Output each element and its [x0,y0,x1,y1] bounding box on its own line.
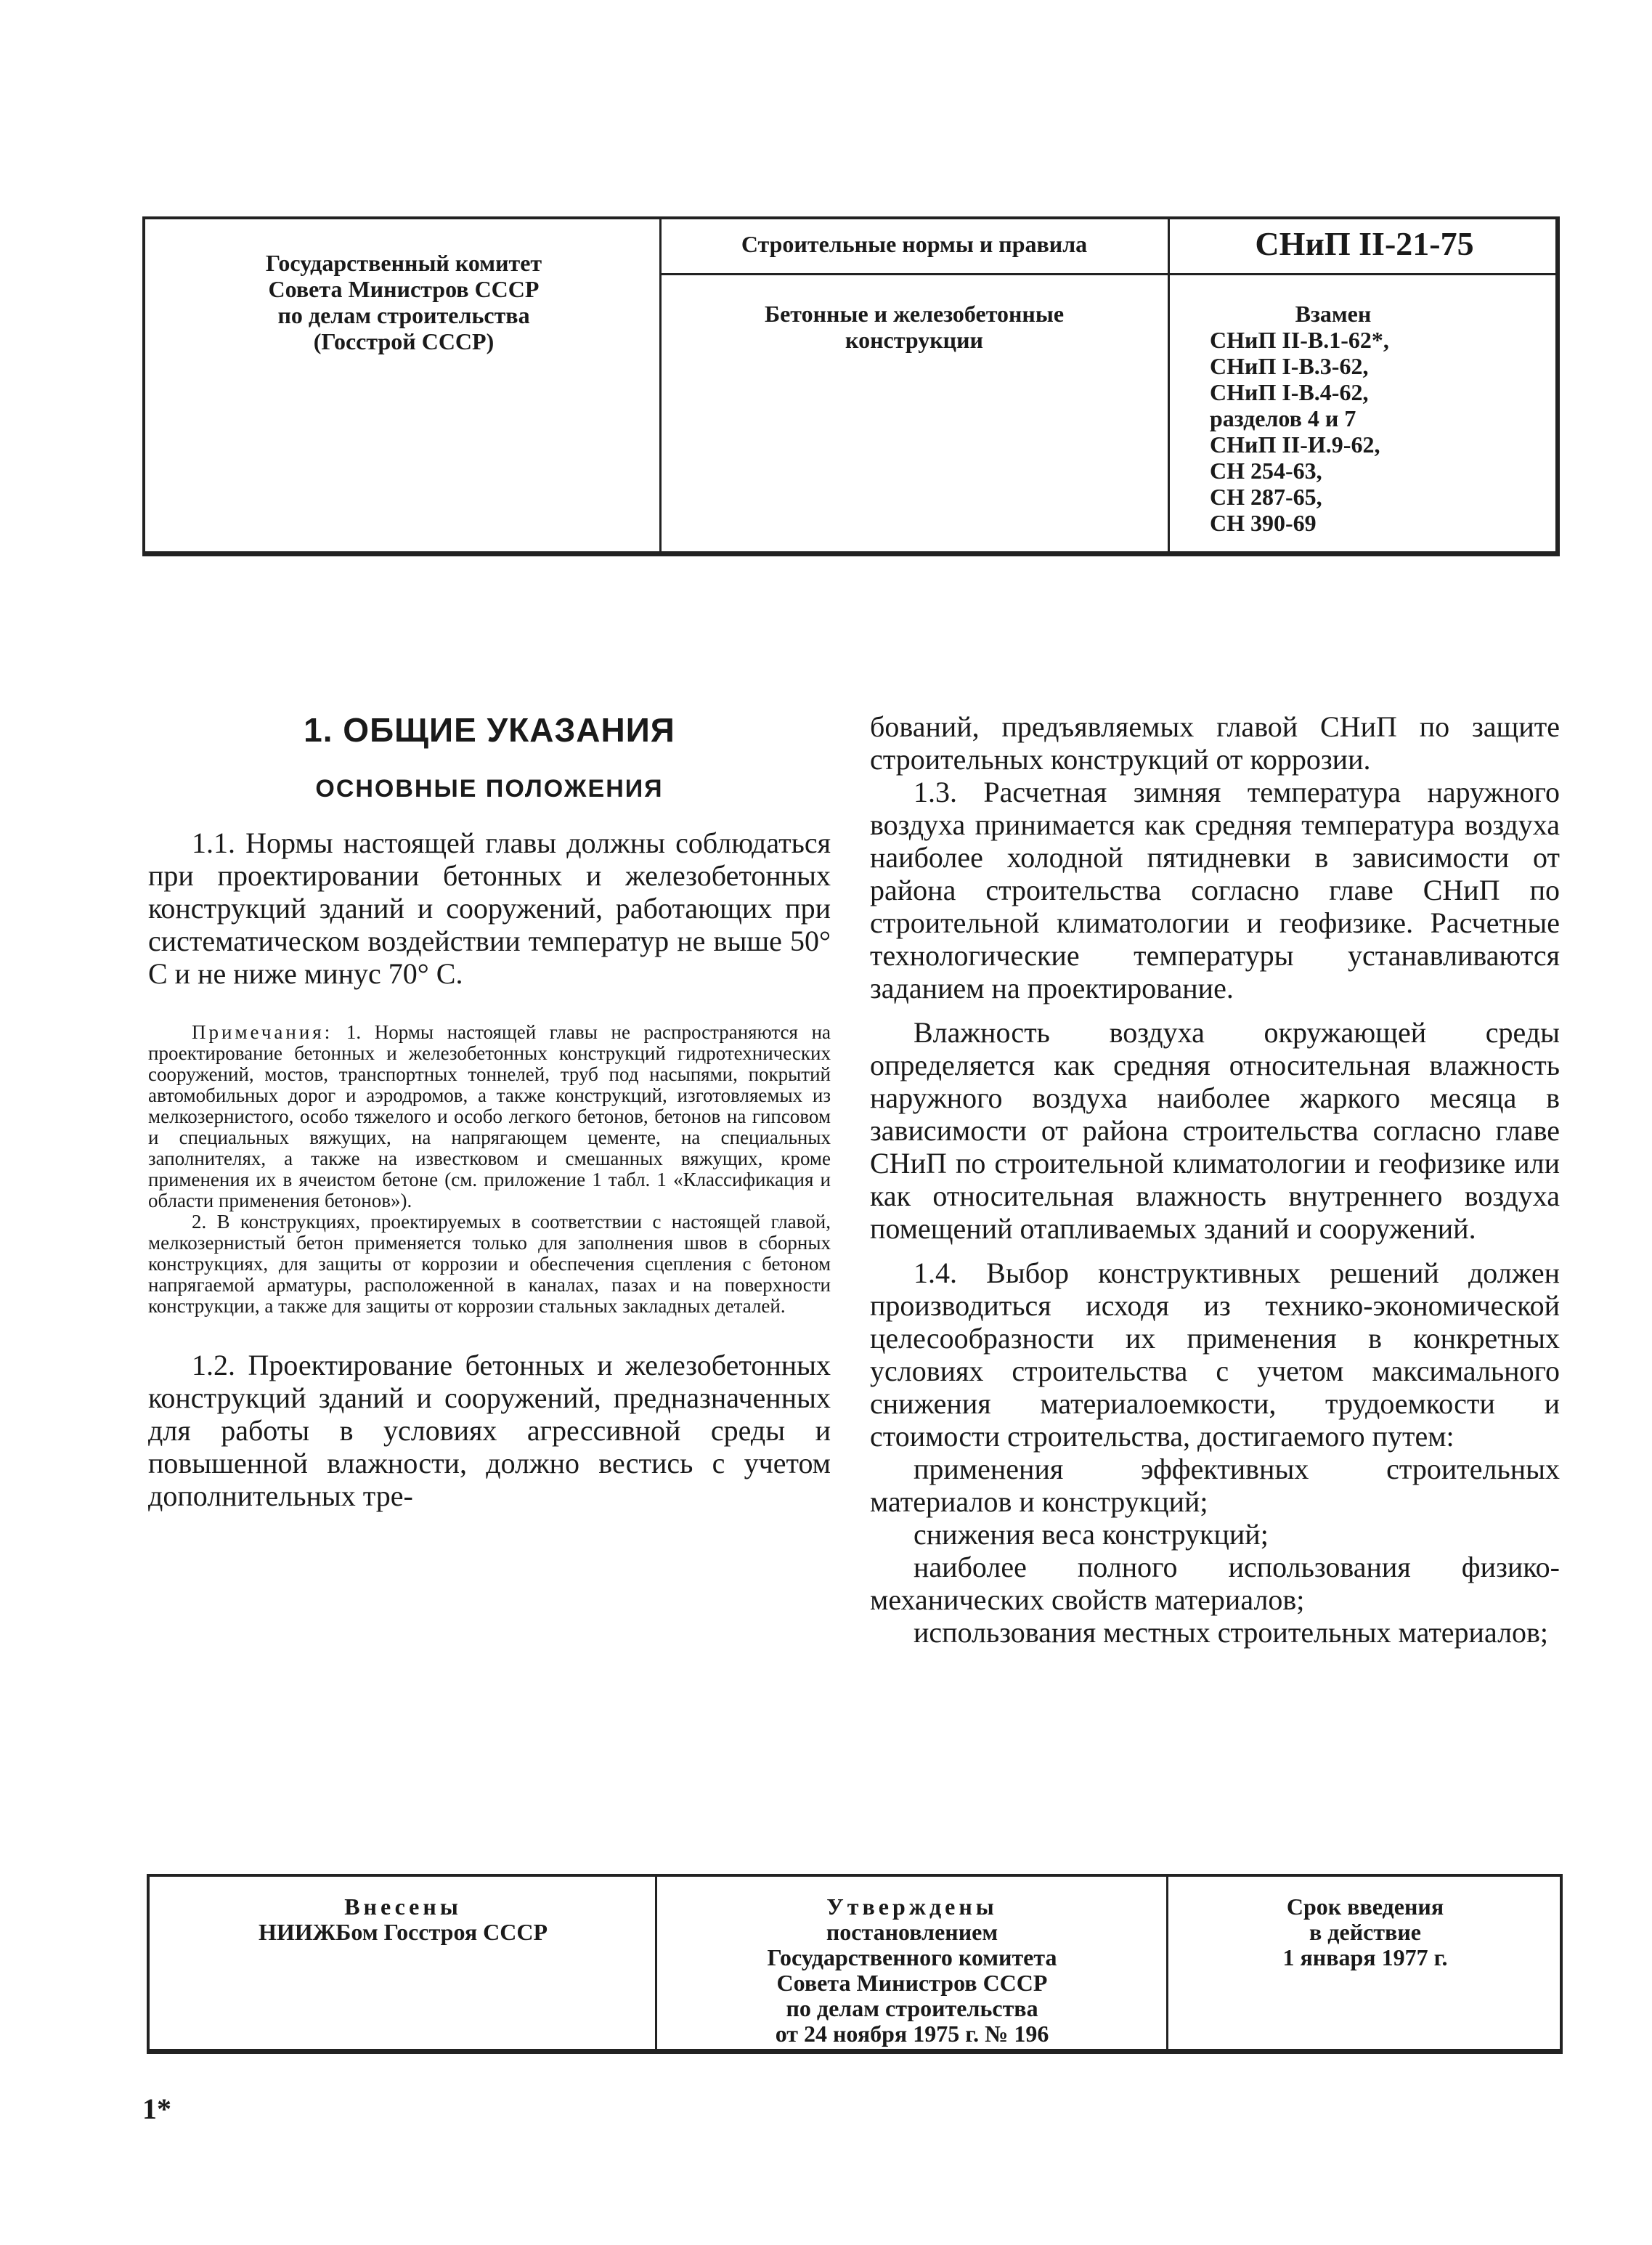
paragraph-1-4: 1.4. Выбор конструктивных решений должен производиться исходя из технико-экономической целесообразности их применения в конкретных условиях строительства с учетом максимального снижения материалоемкости, трудоемкости и стоимости строительства, достигаемого путем: [870,1257,1560,1453]
approved-label: Утверждены [826,1893,998,1920]
replaced-doc: СН 287-65, [1210,484,1322,510]
section-title: 1. ОБЩИЕ УКАЗАНИЯ [304,711,675,749]
document-title [672,301,1156,353]
introduced-label: Внесены [344,1893,462,1920]
list-item: использования местных строительных материалов; [914,1616,1549,1649]
title-line: конструкции [845,327,983,353]
replaced-doc: СНиП I-В.4-62, [1210,379,1369,405]
replaced-doc: СНиП II-И.9-62, [1210,431,1380,458]
approved-line: по делам строительства [786,1995,1038,2021]
replaced-doc: СНиП II-В.1-62*, [1210,327,1389,353]
right-column [870,710,1560,1649]
note-2: 2. В конструкциях, проектируемых в соответствии с настоящей главой, мелкозернистый бетон применяется только для заполнения швов в сборных конструкциях, для защиты от коррозии и обеспечения сцепления с бетоном напрягаемой арматуры, расположенной в каналах, пазах и на поверхности конструкции, а также для защиты от коррозии стальных закладных деталей. [148,1211,831,1317]
effective-label: Срок введения [1286,1893,1444,1920]
list-item: снижения веса конструкций; [914,1518,1269,1551]
header-table [142,216,1560,556]
replaces-list [1210,301,1544,536]
title-line: Бетонные и железобетонные [764,301,1065,327]
subsection-title: ОСНОВНЫЕ ПОЛОЖЕНИЯ [315,775,664,803]
org-line: Совета Министров СССР [268,276,540,302]
document-code: СНиП II-21-75 [1255,225,1474,262]
approved-by [667,1894,1157,2047]
approved-line: Государственного комитета [767,1944,1057,1970]
note-1 [148,1022,831,1211]
effective-label: в действие [1309,1919,1421,1945]
footer-divider-1 [655,1874,657,2054]
paragraph-1-3: 1.3. Расчетная зимняя температура наружного воздуха принимается как средняя температура воздуха наиболее холодной пятидневки в зависимости от района строительства согласно главе СНиП по строительной климатологии и геофизике. Расчетные технологические температуры устанавливаются заданием на проектирование. [870,776,1560,1004]
replaced-doc: СНиП I-В.3-62, [1210,353,1369,379]
introduced-org: НИИЖБом Госстроя СССР [258,1919,548,1945]
footer-table [147,1874,1563,2054]
footer-divider-2 [1166,1874,1168,2054]
org-line: по делам строительства [277,302,530,328]
list-item: применения эффективных строительных материалов и конструкций; [870,1453,1560,1518]
introduced-by [161,1894,645,1945]
header-divider-1 [659,216,662,556]
approved-line: от 24 ноября 1975 г. № 196 [775,2021,1049,2047]
paragraph-1-1: 1.1. Нормы настоящей главы должны соблюдаться при проектировании бетонных и железобетонных конструкций зданий и сооружений, работающих при систематическом воздействии температур не выше 50° С и не ниже минус 70° С. [148,827,831,990]
note-label: Примечания: [192,1021,333,1043]
effective-date: 1 января 1977 г. [1282,1944,1448,1970]
approved-line: Совета Министров СССР [776,1970,1048,1996]
left-column [148,710,831,1512]
header-divider-2 [1168,216,1170,556]
header-divider-h [659,273,1560,275]
note-1-text: 1. Нормы настоящей главы не распространяются на проектирование бетонных и железобетонных конструкций гидротехнических сооружений, мостов, транспортных тоннелей, труб под насыпями, покрытий автомобильных дорог и аэродромов, а также конструкций, изготовляемых из мелкозернистого, особо тяжелого и особо легкого бетонов, бетонов на гипсовом и специальных вяжущих, на напрягающем цементе, на специальных заполнителях, а также на известковом и смешанных вяжущих, кроме применения их в ячеистом бетоне (см. приложение 1 табл. 1 «Классификация и области применения бетонов»). [148,1021,831,1211]
issuing-organization [164,250,643,354]
org-line: Государственный комитет [265,250,542,276]
document-series: Строительные нормы и правила [741,231,1088,257]
replaced-doc: СН 390-69 [1210,510,1317,536]
org-line: (Госстрой СССР) [313,328,495,354]
paragraph-1-2: 1.2. Проектирование бетонных и железобетонных конструкций зданий и сооружений, предназначенных для работы в условиях агрессивной среды и повышенной влажности, должно вестись с учетом дополнительных тре- [148,1349,831,1512]
approved-line: постановлением [826,1919,998,1945]
paragraph-humidity: Влажность воздуха окружающей среды определяется как средняя относительная влажность наружного воздуха наиболее жаркого месяца в зависимости от района строительства согласно главе СНиП по строительной климатологии и геофизике или как относительная влажность внутреннего воздуха помещений отапливаемых зданий и сооружений. [870,1016,1560,1245]
page-signature-mark: 1* [142,2092,171,2125]
replaces-label: Взамен [1295,301,1372,327]
list-item: наиболее полного использования физико-механических свойств материалов; [870,1551,1560,1616]
replaced-doc: СН 254-63, [1210,458,1322,484]
replaced-doc: разделов 4 и 7 [1210,405,1356,431]
paragraph-1-2-continued: бований, предъявляемых главой СНиП по защите строительных конструкций от коррозии. [870,710,1560,776]
effective-date-cell [1178,1894,1553,1970]
